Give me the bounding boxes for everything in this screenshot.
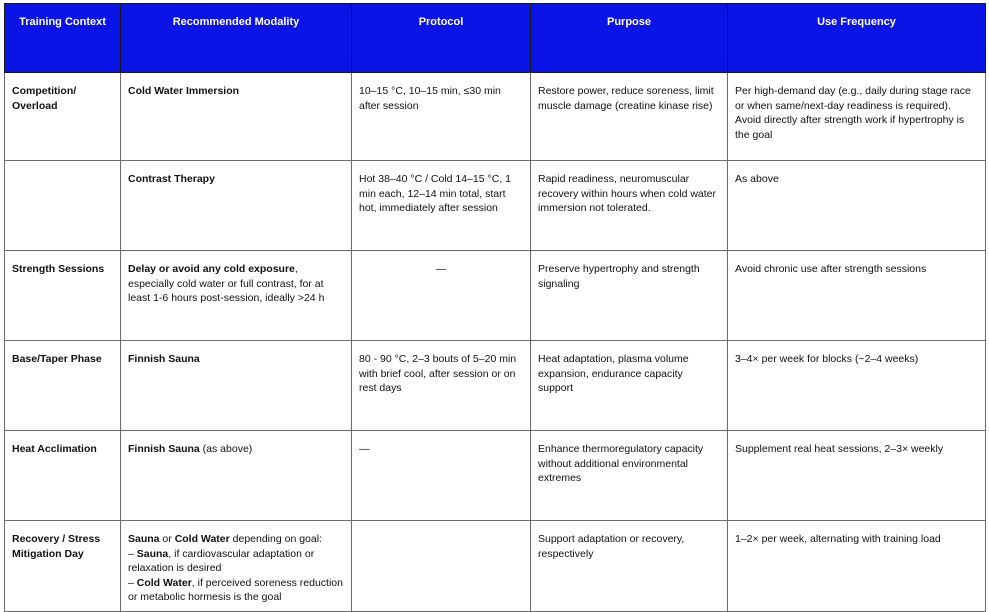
modality-cell: [121, 73, 352, 161]
modality-cell: [121, 161, 352, 251]
purpose-cell: Heat adaptation, plasma volume expansion, endurance capacity support: [531, 341, 728, 431]
dash-prefix: –: [128, 547, 137, 560]
context-cell: Strength Sessions: [5, 251, 121, 341]
purpose-cell: Support adaptation or recovery, respectively: [531, 521, 728, 612]
modality-bold: Finnish Sauna: [128, 353, 200, 365]
modality-bold: Sauna: [128, 533, 160, 545]
modality-bold: Sauna: [136, 547, 169, 560]
header-use-frequency: Use Frequency: [728, 4, 986, 73]
modality-rest: , if perceived soreness reduction or metabolic hormesis is the goal: [128, 576, 343, 604]
modality-rest: or: [159, 533, 175, 545]
purpose-cell: Enhance thermoregulatory capacity without additional environmental extremes: [531, 431, 728, 521]
protocol-cell: [352, 521, 531, 612]
protocol-cell: Hot 38–40 °C / Cold 14–15 °C, 1 min each, 12–14 min total, start hot, immediately after session: [352, 161, 531, 251]
context-cell: Heat Acclimation: [5, 431, 121, 521]
modality-bold: Cold Water: [136, 576, 192, 589]
modality-bold: Cold Water: [174, 533, 230, 545]
modality-line: [128, 547, 344, 576]
modality-bold: Contrast Therapy: [128, 173, 215, 185]
context-cell: Competition/ Overload: [5, 73, 121, 161]
protocol-cell: 10–15 °C, 10–15 min, ≤30 min after session: [352, 73, 531, 161]
table-row: [5, 73, 986, 161]
modality-rest: depending on goal:: [229, 533, 322, 545]
protocol-cell: 80 - 90 °C, 2–3 bouts of 5–20 min with brief cool, after session or on rest days: [352, 341, 531, 431]
purpose-cell: Preserve hypertrophy and strength signaling: [531, 251, 728, 341]
modality-cell: [121, 521, 352, 612]
modality-rest: , especially cold water or full contrast, for at least 1-6 hours post-session, ideally >24 h: [128, 263, 325, 305]
table-row: [5, 341, 986, 431]
protocol-cell: —: [352, 251, 531, 341]
modality-cell: [121, 251, 352, 341]
modality-rest: , if cardiovascular adaptation or relaxation is desired: [128, 547, 315, 575]
header-purpose: Purpose: [531, 4, 728, 73]
modality-cell: [121, 431, 352, 521]
context-cell: Base/Taper Phase: [5, 341, 121, 431]
header-recommended-modality: Recommended Modality: [121, 4, 352, 73]
modality-bold: Finnish Sauna: [128, 443, 200, 455]
frequency-cell: 3–4× per week for blocks (~2–4 weeks): [728, 341, 986, 431]
modality-cell: [121, 341, 352, 431]
table-row: [5, 251, 986, 341]
frequency-cell: 1–2× per week, alternating with training load: [728, 521, 986, 612]
modality-rest: (as above): [199, 443, 253, 455]
table-row: [5, 521, 986, 612]
header-training-context: Training Context: [5, 4, 121, 73]
purpose-cell: Restore power, reduce soreness, limit muscle damage (creatine kinase rise): [531, 73, 728, 161]
modality-bold: Cold Water Immersion: [128, 85, 240, 97]
modality-line: [128, 576, 344, 605]
dash-prefix: –: [128, 576, 137, 589]
protocol-cell: —: [352, 431, 531, 521]
modality-bold: Delay or avoid any cold exposure: [128, 263, 295, 275]
frequency-cell: Per high-demand day (e.g., daily during stage race or when same/next-day readiness is required). Avoid directly after strength work if hypertrophy is the goal: [728, 73, 986, 161]
header-row: [5, 4, 986, 73]
header-protocol: Protocol: [352, 4, 531, 73]
modality-line: [128, 532, 344, 547]
context-cell: [5, 161, 121, 251]
table-row: [5, 431, 986, 521]
frequency-cell: As above: [728, 161, 986, 251]
frequency-cell: Supplement real heat sessions, 2–3× weekly: [728, 431, 986, 521]
recovery-modality-table: [4, 3, 986, 612]
table-row: [5, 161, 986, 251]
context-cell: Recovery / Stress Mitigation Day: [5, 521, 121, 612]
frequency-cell: Avoid chronic use after strength sessions: [728, 251, 986, 341]
purpose-cell: Rapid readiness, neuromuscular recovery within hours when cold water immersion not tolerated.: [531, 161, 728, 251]
